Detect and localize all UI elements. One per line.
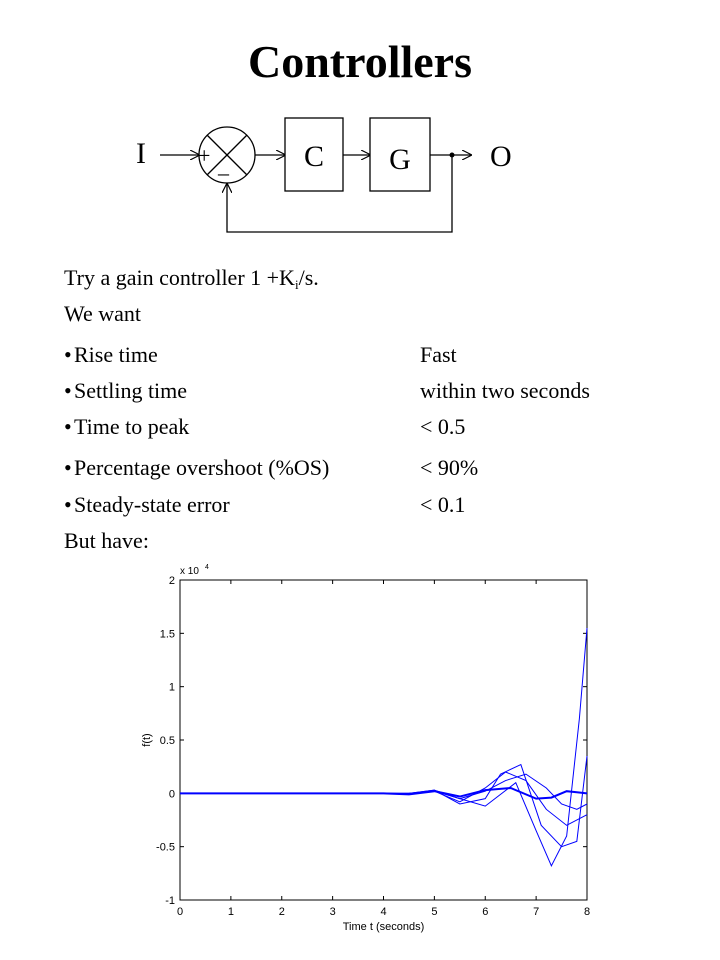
slide-title: Controllers [247,36,472,87]
requirement-value: < 0.1 [420,492,466,517]
intro-subscript: i [294,277,299,292]
y-tick-label: 1.5 [159,628,175,641]
x-tick-label: 7 [533,906,540,918]
requirement-label: Settling time [74,378,188,403]
requirement-label: Percentage overshoot (%OS) [74,455,330,480]
requirement-label: Steady-state error [74,492,230,517]
plot-frame [180,580,587,900]
x-tick-label: 5 [431,906,438,918]
x-tick-label: 1 [227,906,234,918]
intro-text: Try a gain controller 1 +K [64,265,295,290]
bullet: • [64,492,72,517]
input-label: I [136,137,146,170]
y-tick-label: -1 [165,895,175,907]
bullet: • [64,414,72,439]
y-tick-label: 2 [168,575,175,587]
exponent-power: 4 [205,564,209,571]
x-tick-label: 8 [583,906,591,918]
y-tick-label: 1 [168,681,175,694]
x-axis-label: Time t (seconds) [342,921,425,933]
intro-suffix: /s. [298,265,319,290]
requirement-label: Time to peak [74,414,190,439]
controller-label: C [303,140,325,173]
y-tick-label: 0.5 [159,735,175,747]
x-tick-label: 2 [278,906,285,918]
but-line: But have: [64,528,149,553]
bullet: • [64,455,72,480]
y-tick-label: 0 [168,788,175,801]
x-tick-label: 4 [380,906,387,918]
x-tick-label: 3 [329,906,336,918]
bullet: • [64,342,72,367]
requirement-value: < 0.5 [420,414,466,439]
requirement-value: < 90% [420,455,479,480]
output-label: O [490,140,512,173]
x-tick-label: 6 [482,906,489,918]
y-axis-label: f(t) [141,733,153,747]
requirement-value: within two seconds [420,378,590,403]
want-line: We want [64,301,142,326]
minus-sign: – [218,160,229,185]
requirement-label: Rise time [74,342,158,367]
x-tick-label: 0 [176,906,184,918]
exponent-label: x 10 [180,566,199,577]
y-tick-label: -0.5 [156,841,175,854]
plus-sign: + [198,143,211,168]
plant-label: G [389,143,411,176]
bullet: • [64,378,72,403]
requirement-value: Fast [420,342,457,367]
